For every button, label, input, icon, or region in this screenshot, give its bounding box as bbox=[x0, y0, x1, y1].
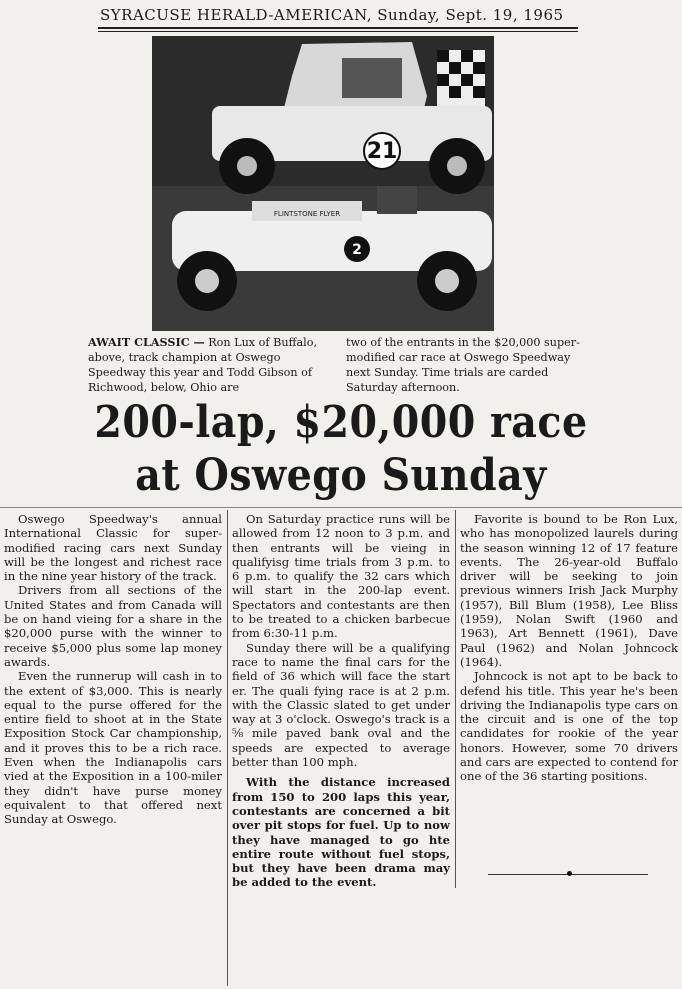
section-rule bbox=[0, 507, 682, 508]
article-paragraph: Drivers from all sections of the United States and from Canada will be on hand vieing for a share in the $20,000 purse with the winner to receive $5,000 plus some lap money awards. bbox=[4, 583, 222, 669]
masthead-rule bbox=[98, 27, 578, 29]
caption-col-left bbox=[88, 335, 328, 395]
checkered-flag-icon bbox=[437, 50, 485, 110]
photo-caption bbox=[88, 335, 586, 395]
article-column-2 bbox=[232, 512, 450, 890]
article-paragraph: Sunday there will be a qualifying race to name the final cars for the field of 36 which will face the start er. The quali fying race is at 2 p.m. with the Classic slated to get under way at 3 o'clock. Oswego's track is a ⅝ mile paved bank oval and the speeds are expected to average better than 100 mph. bbox=[232, 640, 450, 770]
article-paragraph: Favorite is bound to be Ron Lux, who has monopolized laurels during the season winning 12 of 17 feature events. The 26-year-old Buffalo driver will be seeking to join previous winners Irish Jack Murphy (1957), Bill Blum (1958), Lee Bliss (1959), Nolan Swift (1960 and 1963), Art Bennett (1961), Dave Paul (1962) and Nolan Johncock (1964). bbox=[460, 512, 678, 669]
svg-text:FLINTSTONE FLYER: FLINTSTONE FLYER bbox=[273, 210, 341, 218]
headline bbox=[34, 396, 648, 502]
masthead: SYRACUSE HERALD-AMERICAN, Sunday, Sept. 19, 1965 bbox=[100, 6, 564, 24]
article-bold-paragraph: With the distance increased from 150 to 200 laps this year, contestants are concerned a bit over pit stops for fuel. Up to now they have managed to go hte entire route without fuel stops, but they have been drama may be added to the event. bbox=[232, 775, 450, 890]
column-divider bbox=[227, 510, 228, 986]
svg-text:2: 2 bbox=[352, 242, 362, 258]
article-paragraph: On Saturday practice runs will be allowed from 12 noon to 3 p.m. and then entrants will be vieing in qualifyisg time trials from 3 p.m. to 6 p.m. to qualify the 32 cars which will start in the 200-lap event. Spectators and contestants are then to be treated to a chicken barbecue from 6:30-11 p.m. bbox=[232, 512, 450, 641]
headline-line-1: 200-lap, $20,000 race bbox=[94, 397, 588, 448]
svg-text:21: 21 bbox=[366, 139, 398, 164]
article-column-1 bbox=[4, 512, 222, 827]
article-paragraph: Even the runnerup will cash in to the extent of $3,000. This is nearly equal to the purse offered for the entire field to shoot at in the State Exposition Stock Car championship, and it proves this to be a rich race. Even when the Indianapolis cars vied at the Exposition in a 100-miler they didn't have purse money equivalent to that offered next Sunday at Oswego. bbox=[4, 669, 222, 827]
caption-lead: AWAIT CLASSIC — bbox=[88, 335, 205, 349]
end-mark-icon bbox=[567, 871, 572, 876]
article-paragraph: Oswego Speedway's annual International Classic for super-modified racing cars next Sunday will be the longest and richest race in the nine year history of the track. bbox=[4, 512, 222, 584]
article-column-3 bbox=[460, 512, 678, 784]
masthead-rule-thin bbox=[98, 31, 578, 32]
column-divider bbox=[455, 510, 456, 888]
caption-text-left: Ron Lux of Buffalo, above, track champion at Oswego Speedway this year and Todd Gibson of Richwood, below, Ohio are bbox=[88, 336, 318, 394]
caption-col-right: two of the entrants in the $20,000 super-modified car race at Oswego Speedway next Sunday. Time trials are carded Saturday afternoon. bbox=[346, 336, 580, 394]
race-cars-photo bbox=[152, 36, 494, 331]
article-paragraph: Johncock is not apt to be back to defend his title. This year he's been driving the Indianapolis type cars on the circuit and is one of the top candidates for rookie of the year honors. However, some 70 drivers and cars are expected to contend for one of the 36 starting positions. bbox=[460, 669, 678, 784]
headline-line-2: at Oswego Sunday bbox=[135, 450, 547, 501]
